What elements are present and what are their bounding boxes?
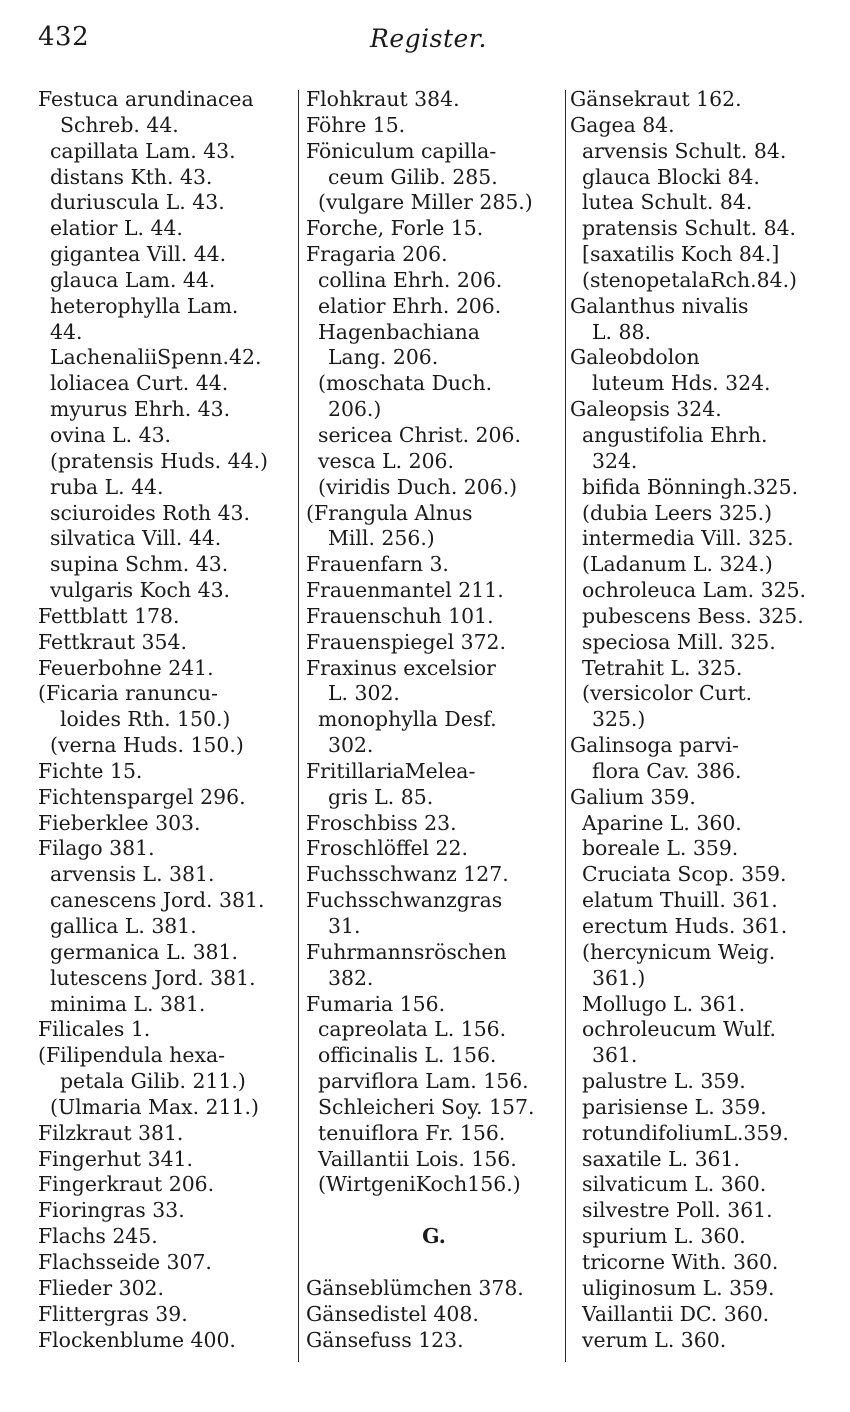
- index-subentry: ochroleuca Lam. 325.: [582, 578, 807, 603]
- index-entry: Gänsefuss 123.: [306, 1327, 464, 1352]
- index-subentry: (Ladanum L. 324.): [582, 552, 773, 577]
- index-subentry: (vulgare Miller 285.): [318, 190, 533, 215]
- index-subentry: elatior Ehrh. 206.: [318, 293, 502, 318]
- index-subentry: saxatile L. 361.: [582, 1146, 740, 1171]
- index-entry: Flohkraut 384.: [306, 87, 460, 111]
- column-divider: [298, 90, 299, 1362]
- index-subentry: silvestre Poll. 361.: [582, 1198, 773, 1223]
- index-subentry: tenuiflora Fr. 156.: [318, 1120, 506, 1145]
- index-subentry: silvaticum L. 360.: [582, 1172, 767, 1197]
- index-entry: Forche, Forle 15.: [306, 216, 484, 241]
- index-subentry: elatum Thuill. 361.: [582, 888, 778, 913]
- index-subentry: vesca L. 206.: [318, 448, 455, 473]
- index-subentry: 302.: [328, 733, 374, 758]
- index-subentry: L. 88.: [592, 319, 651, 344]
- index-subentry: gigantea Vill. 44.: [50, 242, 227, 267]
- index-entry: Filago 381.: [38, 836, 155, 861]
- index-subentry: luteum Hds. 324.: [592, 371, 771, 396]
- index-subentry: germanica L. 381.: [50, 939, 238, 964]
- index-entry: Froschlöffel 22.: [306, 836, 468, 861]
- running-title: Register.: [370, 24, 487, 53]
- index-subentry: bifida Bönningh.325.: [582, 474, 799, 499]
- index-entry: Frauenmantel 211.: [306, 578, 504, 603]
- index-subentry: glauca Lam. 44.: [50, 267, 216, 292]
- index-subentry: 44.: [50, 319, 83, 344]
- index-subentry: Aparine L. 360.: [582, 810, 742, 835]
- index-subentry: 382.: [328, 965, 374, 990]
- index-subentry: (dubia Leers 325.): [582, 500, 773, 525]
- index-subentry: canescens Jord. 381.: [50, 888, 265, 913]
- index-subentry: pratensis Schult. 84.: [582, 216, 797, 241]
- index-subentry: silvatica Vill. 44.: [50, 526, 222, 551]
- index-column-2: [306, 87, 562, 1367]
- index-subentry: Lang. 206.: [328, 345, 439, 370]
- index-subentry: (viridis Duch. 206.): [318, 474, 518, 499]
- index-subentry: monophylla Desf.: [318, 707, 497, 732]
- blank-line: [306, 1198, 562, 1224]
- index-entry: Flachsseide 307.: [38, 1249, 212, 1274]
- index-subentry: Mollugo L. 361.: [582, 991, 746, 1016]
- index-column-1: [38, 87, 294, 1367]
- index-entry: Galeobdolon: [570, 345, 700, 370]
- index-entry: Fieberklee 303.: [38, 810, 201, 835]
- column-divider: [565, 90, 566, 1362]
- index-entry: Föniculum capilla-: [306, 138, 497, 163]
- index-subentry: 324.: [592, 448, 638, 473]
- index-subentry: Cruciata Scop. 359.: [582, 862, 787, 887]
- index-entry: Flachs 245.: [38, 1224, 158, 1249]
- index-entry: Gänsedistel 408.: [306, 1301, 479, 1326]
- index-entry: Galium 359.: [570, 784, 696, 809]
- index-subentry: 31.: [328, 914, 361, 938]
- index-subentry: supina Schm. 43.: [50, 552, 229, 577]
- index-column-3: [570, 87, 832, 1367]
- index-subentry: parviflora Lam. 156.: [318, 1069, 529, 1094]
- index-entry: Feuerbohne 241.: [38, 655, 214, 680]
- index-entry: (Frangula Alnus: [306, 500, 473, 525]
- index-entry: Galanthus nivalis: [570, 293, 749, 318]
- index-subentry: [saxatilis Koch 84.]: [582, 242, 780, 267]
- index-subentry: rotundifoliumL.359.: [582, 1120, 789, 1145]
- index-subentry: gallica L. 381.: [50, 914, 197, 938]
- index-subentry: ovina L. 43.: [50, 422, 172, 447]
- index-entry: Fichte 15.: [38, 758, 143, 783]
- index-subentry: intermedia Vill. 325.: [582, 526, 794, 551]
- index-subentry: duriuscula L. 43.: [50, 190, 225, 215]
- index-entry: Galeopsis 324.: [570, 397, 722, 422]
- index-subentry: boreale L. 359.: [582, 836, 739, 861]
- index-entry: Festuca arundinacea: [38, 87, 254, 111]
- blank-line: [306, 1250, 562, 1276]
- index-entry: Fingerhut 341.: [38, 1146, 194, 1171]
- index-subentry: 361.: [592, 1043, 638, 1068]
- index-entry: Fraxinus excelsior: [306, 655, 496, 680]
- index-subentry: angustifolia Ehrh.: [582, 422, 768, 447]
- index-entry: Gagea 84.: [570, 112, 675, 137]
- index-subentry: Hagenbachiana: [318, 319, 480, 344]
- index-subentry: sericea Christ. 206.: [318, 422, 521, 447]
- page-number: 432: [38, 22, 90, 52]
- index-subentry: LachenaliiSpenn.42.: [50, 345, 262, 370]
- index-entry: Frauenschuh 101.: [306, 603, 494, 628]
- index-subentry: spurium L. 360.: [582, 1224, 746, 1249]
- index-entry: Fichtenspargel 296.: [38, 784, 246, 809]
- index-subentry: capreolata L. 156.: [318, 1017, 507, 1042]
- index-entry: Fettblatt 178.: [38, 603, 180, 628]
- index-entry: (Ficaria ranuncu-: [38, 681, 218, 706]
- index-subentry: lutea Schult. 84.: [582, 190, 753, 215]
- index-subentry: erectum Huds. 361.: [582, 914, 788, 938]
- index-entry: Föhre 15.: [306, 112, 406, 137]
- index-entry: Galinsoga parvi-: [570, 733, 739, 758]
- index-entry: Fuchsschwanz 127.: [306, 862, 509, 887]
- index-entry: Fumaria 156.: [306, 991, 446, 1016]
- index-subentry: heterophylla Lam.: [50, 293, 239, 318]
- index-subentry: vulgaris Koch 43.: [50, 578, 231, 603]
- index-subentry: ochroleucum Wulf.: [582, 1017, 777, 1042]
- index-subentry: L. 302.: [328, 681, 400, 706]
- index-subentry: Schreb. 44.: [60, 112, 179, 137]
- index-subentry: Schleicheri Soy. 157.: [318, 1094, 535, 1119]
- index-entry: (Filipendula hexa-: [38, 1043, 226, 1068]
- index-subentry: minima L. 381.: [50, 991, 206, 1016]
- index-subentry: sciuroides Roth 43.: [50, 500, 251, 525]
- index-entry: Froschbiss 23.: [306, 810, 457, 835]
- index-subentry: Vaillantii DC. 360.: [582, 1301, 770, 1326]
- index-subentry: parisiense L. 359.: [582, 1094, 767, 1119]
- index-subentry: 361.): [592, 965, 646, 990]
- index-subentry: (stenopetalaRch.84.): [582, 267, 798, 292]
- index-subentry: officinalis L. 156.: [318, 1043, 497, 1068]
- index-subentry: (Ulmaria Max. 211.): [50, 1094, 259, 1119]
- index-entry: Fragaria 206.: [306, 242, 448, 267]
- index-subentry: ceum Gilib. 285.: [328, 164, 498, 189]
- section-heading: G.: [422, 1224, 446, 1249]
- index-entry: Filicales 1.: [38, 1017, 151, 1042]
- index-subentry: Tetrahit L. 325.: [582, 655, 743, 680]
- index-subentry: uliginosum L. 359.: [582, 1275, 775, 1300]
- index-entry: Fingerkraut 206.: [38, 1172, 215, 1197]
- index-subentry: verum L. 360.: [582, 1327, 727, 1352]
- index-subentry: loides Rth. 150.): [60, 707, 231, 732]
- index-subentry: Mill. 256.): [328, 526, 435, 551]
- index-entry: Gänseblümchen 378.: [306, 1275, 524, 1300]
- index-subentry: capillata Lam. 43.: [50, 138, 236, 163]
- index-subentry: Vaillantii Lois. 156.: [318, 1146, 517, 1171]
- index-entry: Frauenspiegel 372.: [306, 629, 507, 654]
- index-subentry: collina Ehrh. 206.: [318, 267, 503, 292]
- index-entry: Fioringras 33.: [38, 1198, 185, 1223]
- index-entry: Flieder 302.: [38, 1275, 165, 1300]
- index-subentry: 325.): [592, 707, 646, 732]
- index-subentry: (WirtgeniKoch156.): [318, 1172, 521, 1197]
- index-entry: Flockenblume 400.: [38, 1327, 236, 1352]
- index-subentry: tricorne With. 360.: [582, 1249, 779, 1274]
- index-subentry: pubescens Bess. 325.: [582, 603, 804, 628]
- index-entry: Gänsekraut 162.: [570, 87, 742, 111]
- index-subentry: 206.): [328, 397, 382, 422]
- index-subentry: loliacea Curt. 44.: [50, 371, 229, 396]
- index-subentry: glauca Blocki 84.: [582, 164, 760, 189]
- index-entry: Frauenfarn 3.: [306, 552, 449, 577]
- index-subentry: (hercynicum Weig.: [582, 939, 776, 964]
- index-entry: Flittergras 39.: [38, 1301, 188, 1326]
- index-subentry: elatior L. 44.: [50, 216, 183, 241]
- index-subentry: gris L. 85.: [328, 784, 434, 809]
- index-subentry: speciosa Mill. 325.: [582, 629, 776, 654]
- index-subentry: (versicolor Curt.: [582, 681, 753, 706]
- index-subentry: distans Kth. 43.: [50, 164, 213, 189]
- index-subentry: (moschata Duch.: [318, 371, 493, 396]
- index-entry: Fuhrmannsröschen: [306, 939, 507, 964]
- index-subentry: (verna Huds. 150.): [50, 733, 244, 758]
- index-entry: Fettkraut 354.: [38, 629, 187, 654]
- index-entry: FritillariaMelea-: [306, 758, 476, 783]
- index-subentry: lutescens Jord. 381.: [50, 965, 256, 990]
- index-subentry: petala Gilib. 211.): [60, 1069, 246, 1094]
- index-subentry: arvensis L. 381.: [50, 862, 215, 887]
- index-subentry: myurus Ehrh. 43.: [50, 397, 231, 422]
- index-subentry: arvensis Schult. 84.: [582, 138, 787, 163]
- index-entry: Filzkraut 381.: [38, 1120, 184, 1145]
- index-subentry: (pratensis Huds. 44.): [50, 448, 269, 473]
- index-entry: Fuchsschwanzgras: [306, 888, 503, 913]
- index-subentry: ruba L. 44.: [50, 474, 164, 499]
- index-subentry: flora Cav. 386.: [592, 758, 742, 783]
- index-subentry: palustre L. 359.: [582, 1069, 746, 1094]
